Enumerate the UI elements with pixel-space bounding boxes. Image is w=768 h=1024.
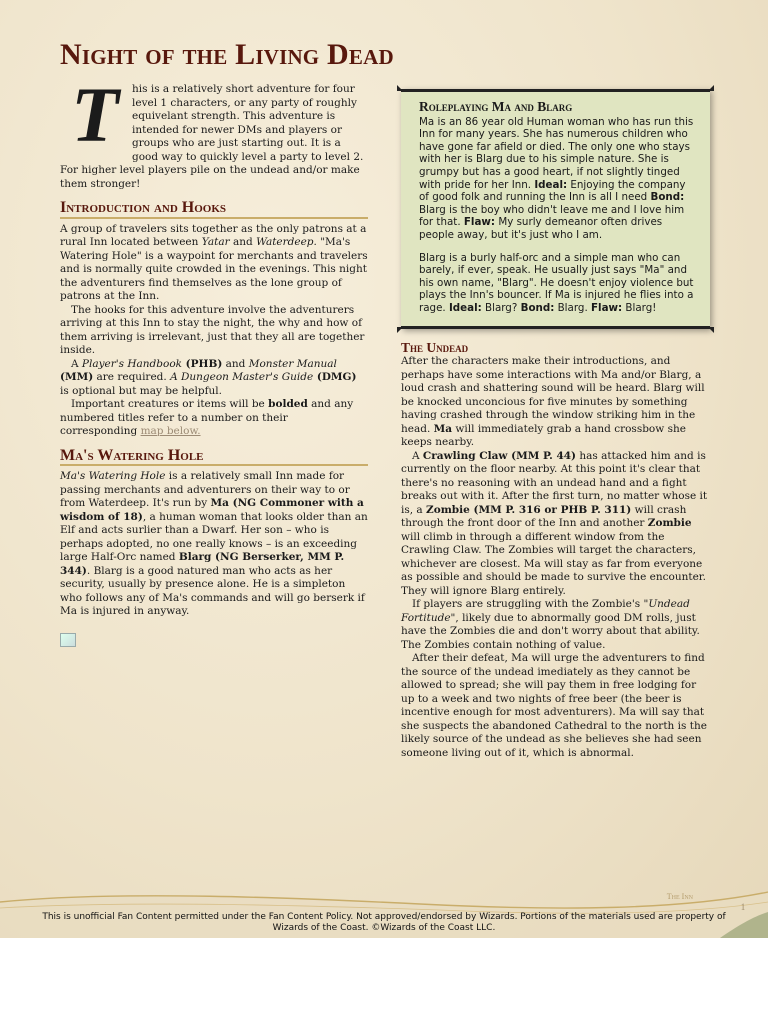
map-link[interactable]: map below.	[140, 425, 201, 437]
drop-cap: T	[71, 71, 119, 158]
left-column	[60, 71, 368, 647]
right-column	[401, 81, 710, 760]
note-ma-paragraph: Ma is an 86 year old Human woman who has run this Inn for many years. She has numerous children who have gone far afield or died. The only one who stays with her is Blarg due to his simple nature. She is grumpy but has a good heart, if not slightly tinged with pride for her Inn. Ideal: Enjoying the company of good folk and running the Inn is all I need Bond: Blarg is the boy who didn't leave me and I love him for that. Flaw: My surly demeanor often drives people away, but it's just who I am.	[419, 115, 694, 241]
heading-undead: The Undead	[401, 339, 469, 355]
heading-watering-hole: Ma's Watering Hole	[60, 449, 368, 467]
heading-intro-hooks: Introduction and Hooks	[60, 201, 368, 219]
undead-p3: If players are struggling with the Zombie's "Undead Fortitude", likely due to abnormally good DM rolls, just have the Zombies die and don't worry about that ability. The Zombies contain nothing of value.	[401, 598, 700, 651]
intro-hooks-p2: The hooks for this adventure involve the adventurers arriving at this Inn to stay the night, the why and how of them arriving is irrelevant, just that they all are together inside.	[60, 303, 365, 356]
note-blarg-paragraph: Blarg is a burly half-orc and a simple man who can barely, if ever, speak. He usually just says "Ma" and his own name, "Blarg". He doesn't enjoy violence but plays the Inn's bouncer. If Ma is injured he flies into a rage. Ideal: Blarg? Bond: Blarg. Flaw: Blarg!	[419, 251, 694, 314]
watering-hole-p1: Ma's Watering Hole is a relatively small Inn made for passing merchants and adventurers on their way to or from Waterdeep. It's run by Ma (NG Commoner with a wisdom of 18), a human woman that looks older than an Elf and acts surlier than a Dwarf. Her son – who is perhaps adopted, no one really knows – is an exceeding large Half-Orc named Blarg (NG Berserker, MM P. 344). Blarg is a good natured man who acts as her security, usually by presence alone. He is a simpleton who follows any of Ma's commands and will go berserk if Ma is injured in anyway.	[60, 470, 368, 617]
note-title: Roleplaying Ma and Blarg	[419, 99, 573, 114]
undead-p4: After their defeat, Ma will urge the adventurers to find the source of the undead imediately as they cannot be allowed to spread; she will pay them in free lodging for up to a week and two nights of free beer (the beer is incentive enough for most adventurers). Ma will say that she suspects the abandoned Cathedral to the north is the likely source of the undead as she believes she had seen someone living out of it, which is abnormal.	[401, 652, 707, 759]
undead-p2: A Crawling Claw (MM P. 44) has attacked him and is currently on the floor nearby. At this point it's clear that there's no reasoning with an undead hand and a fight breaks out with it. After the first turn, no matter whose it is, a Zombie (MM P. 316 or PHB P. 311) will crash through the front door of the Inn and another Zombie will climb in through a different window from the Crawling Claw. The Zombies will target the characters, whichever are closest. Ma will stay as far from everyone as possible and should be made to survive the encounter. They will ignore Blarg entirely.	[401, 449, 708, 597]
intro-hooks-p3: A Player's Handbook (PHB) and Monster Manual (MM) are required. A Dungeon Master's Guide (DMG) is optional but may be helpful.	[60, 357, 357, 397]
roleplaying-note-box	[401, 89, 710, 329]
footer-legal-text: This is unofficial Fan Content permitted under the Fan Content Policy. Not approved/endorsed by Wizards. Portions of the materials used are property of Wizards of the Coast. ©Wizards of the Coast LLC.	[42, 912, 726, 933]
intro-text: his is a relatively short adventure for four level 1 characters, or any party of roughly equivelant strength. This adventure is intended for newer DMs and players or groups who are just starting out. It is a good way to quickly level a party to level 2. For higher level players pile on the undead and/or make them stronger!	[60, 83, 364, 190]
footer-section-label: The Inn	[666, 892, 693, 901]
intro-hooks-p4: Important creatures or items will be bolded and any numbered titles refer to a number on their corresponding map below.	[60, 398, 354, 437]
page-title: Night of the Living Dead	[60, 38, 394, 71]
intro-paragraph	[60, 71, 368, 191]
page-number: 1	[740, 902, 746, 912]
undead-p1: After the characters make their introductions, and perhaps have some interactions with Ma and/or Blarg, a loud crash and shattering sound will be heard. Blarg will be knocked unconcious for five minutes by something having crashed through the window striking him in the head. Ma will immediately grab a hand crossbow she keeps nearby.	[401, 355, 705, 448]
intro-hooks-p1: A group of travelers sits together as the only patrons at a rural Inn located between Yatar and Waterdeep. "Ma's Watering Hole" is a waypoint for merchants and travelers and is normally quite crowded in the evenings. This night the adventurers find themselves as the lone group of patrons at the Inn.	[60, 222, 368, 302]
broken-map-image	[60, 633, 76, 647]
